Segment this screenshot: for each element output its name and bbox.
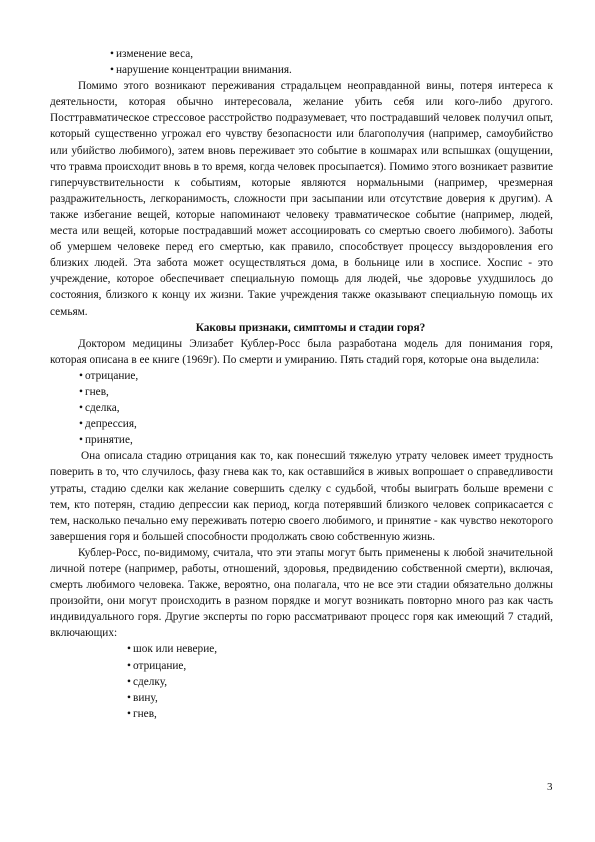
list-item: • гнев, xyxy=(50,384,553,400)
list-item: • принятие, xyxy=(50,432,553,448)
paragraph: Помимо этого возникают переживания страдальцем неоправданной вины, потеря интереса к деятельности, которая обычно интересовала, желание убить себя или кого-либо другого. Посттравматическое стрессовое расстройство подразумевает, что пострадавший человек получил опыт, который существенно угрожал его чувству безопасности или благополучия (например, самоубийство или убийство любимого), затем вновь переживает это событие в кошмарах или вспышках (ощущении, что травма происходит вновь в то время, когда человек просыпается). Помимо этого возникает развитие гиперчувствительности к событиям, которые являются нормальными (например, чрезмерная раздражительность, легкоранимость, сложности при засыпании или отсутствие доверия к другим). А также избегание вещей, которые напоминают человеку травматическое событие (например, людей, места или вещей, которые пострадавший может ассоциировать со смертью своего любимого). Заботы об умершем человеке перед его смертью, как правило, способствует процессу выздоровления его близких людей. Эта забота может осуществляться дома, в больнице или в хосписе. Хоспис - это учреждение, которое обеспечивает специальную помощь для людей, чье здоровье ухудшилось до состояния, близкого к концу их жизни. Такие учреждения также оказывают специальную помощь их семьям. xyxy=(50,80,553,318)
bullet-icon: • xyxy=(79,385,83,398)
bullet-icon: • xyxy=(79,402,83,415)
bullet-icon: • xyxy=(127,691,131,704)
list-item: • сделку, xyxy=(50,674,553,690)
list-item: • отрицание, xyxy=(50,368,553,384)
list-item: • сделка, xyxy=(50,400,553,416)
bullet-icon: • xyxy=(127,659,131,672)
bullet-icon: • xyxy=(79,369,83,382)
seven-stages-list xyxy=(50,641,553,721)
top-list xyxy=(50,46,553,78)
list-item: • отрицание, xyxy=(50,658,553,674)
list-item: • вину, xyxy=(50,690,553,706)
bullet-icon: • xyxy=(79,418,83,431)
bullet-icon: • xyxy=(79,434,83,447)
bullet-icon: • xyxy=(127,643,131,656)
list-item: • шок или неверие, xyxy=(50,641,553,657)
bullet-icon: • xyxy=(110,64,114,77)
list-item: • гнев, xyxy=(50,706,553,722)
list-item: • изменение веса, xyxy=(50,46,553,62)
page-content xyxy=(50,46,553,722)
paragraph: Она описала стадию отрицания как то, как понесший тяжелую утрату человек имеет трудность поверить в то, что случилось, фазу гнева как то, как оставшийся в живых вопрошает о справедливости утраты, стадию сделки как желание совершить сделку с судьбой, чтобы выиграть больше времени с тем, кто потерян, стадию депрессии как период, когда потерявший близкого человек соприкасается с тем, насколько печально ему переживать потерю своего любимого, и принятие - как чувство некоторого завершения горя и большей способности продолжать свою собственную жизнь. xyxy=(50,450,553,543)
page-number: 3 xyxy=(547,781,553,793)
list-item: • нарушение концентрации внимания. xyxy=(50,62,553,78)
bullet-icon: • xyxy=(127,675,131,688)
list-item: • депрессия, xyxy=(50,416,553,432)
paragraph: Доктором медицины Элизабет Кублер-Росс была разработана модель для понимания горя, которая описана в ее книге (1969г). По смерти и умиранию. Пять стадий горя, которые она выделила: xyxy=(50,337,553,366)
stages-list xyxy=(50,368,553,448)
bullet-icon: • xyxy=(110,48,114,60)
bullet-icon: • xyxy=(127,707,131,720)
section-heading: Каковы признаки, симптомы и стадии горя? xyxy=(195,321,426,334)
paragraph: Кублер-Росс, по-видимому, считала, что эти этапы могут быть применены к любой значительной личной потере (например, работы, отношений, здоровья, предвидению собственной смерти), включая, смерть любимого человека. Также, вероятно, она полагала, что не все эти стадии обязательно должны произойти, они могут происходить в разном порядке и могут возникать повторно много раз как часть индивидуального горя. Другие эксперты по горю рассматривают процесс горя как имеющий 7 стадий, включающих: xyxy=(50,546,553,640)
